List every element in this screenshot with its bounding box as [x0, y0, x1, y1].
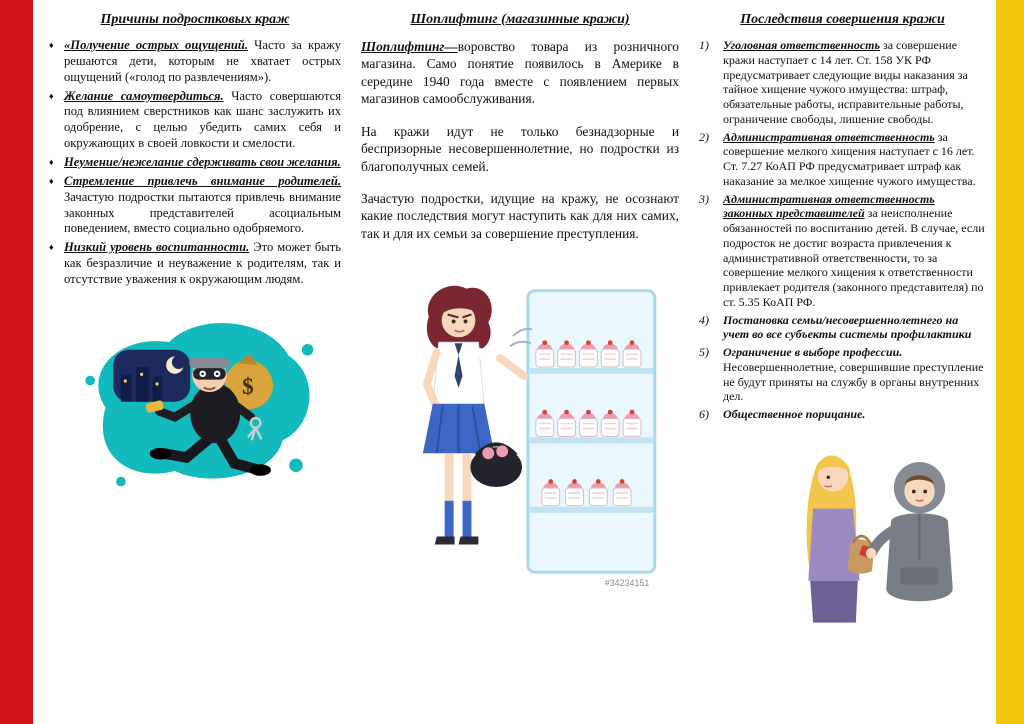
shoplifting-paragraph-2: На кражи идут не только безнадзорные и беспризорные несовершеннолетние, но подростки из благополучных семей. — [361, 123, 679, 174]
consequence-item-3 — [699, 192, 986, 310]
item-number: 1) — [699, 38, 709, 52]
money-sign: $ — [242, 372, 254, 399]
shoplifting-definition — [361, 38, 679, 108]
cause-item-5 — [49, 240, 341, 288]
consequence-item-1 — [699, 38, 986, 127]
cause-lead: «Получение острых ощущений. — [64, 38, 249, 52]
item-number: 2) — [699, 129, 709, 144]
left-red-border — [0, 0, 33, 724]
brochure-page — [33, 0, 996, 724]
burglar-illustration — [65, 294, 325, 496]
cause-text: Часто совершаются под влиянием сверстников как шанс заслужить их одобрение, с целью убедить самих себя и окружающих в своей ловкости и смелости. — [64, 88, 341, 151]
consequence-text: Несовершеннолетние, совершившие преступление не будут приняты на службу в органы внутренних дел. — [723, 359, 984, 404]
consequence-item-5 — [699, 345, 986, 404]
cause-text: Часто за кражу решаются дети, которым не хватает острых ощущений («голод по развлечениям»). — [64, 38, 341, 84]
column-shoplifting — [361, 12, 679, 724]
right-yellow-border — [996, 0, 1024, 724]
consequence-text: за совершение мелкого хищения наступает с 16 лет. Ст. 7.27 КоАП РФ предусматривает штраф как наказание за мелкое хищение чужого имущества. — [723, 129, 976, 188]
consequence-item-4 — [699, 313, 986, 343]
cause-item-2 — [49, 89, 341, 152]
shoplifting-girl-illustration — [371, 257, 669, 594]
pickpocket-illustration — [758, 425, 986, 634]
cause-text: Зачастую подростки пытаются привлечь внимание законных представителей асоциальным поведением, вместо социально одобряемого. — [64, 189, 341, 236]
consequence-lead: Ограничение в выборе профессии. — [723, 345, 903, 359]
causes-title: Причины подростковых краж — [100, 12, 290, 27]
item-number: 6) — [699, 407, 709, 421]
stock-id-watermark: #34234151 — [604, 578, 650, 589]
cause-lead: Стремление привлечь внимание родителей. — [64, 173, 341, 188]
cause-text: Это может быть как безразличие и неуважение к родителям, так и отсутствие уважения к окружающим людям. — [64, 240, 342, 287]
cause-item-3 — [49, 155, 341, 171]
burglar-illustration-wrap — [49, 294, 341, 496]
consequence-lead: Общественное порицание. — [723, 407, 866, 421]
consequence-lead: Административная ответственность — [723, 129, 935, 144]
term-lead: Шоплифтинг— — [361, 39, 458, 54]
cause-item-4 — [49, 174, 341, 237]
cause-lead: Низкий уровень воспитанности. — [64, 240, 250, 255]
consequences-title: Последствия совершения кражи — [740, 12, 945, 27]
column-causes — [49, 12, 341, 724]
definition-text: воровство товара из розничного магазина. Само понятие появилось в Америке в середине 1940 года вместе с появлением первых магазинов самообслуживания. — [361, 39, 679, 107]
consequence-text: за неисполнение обязанностей по воспитанию детей. В случае, если подросток не достиг возраста привлечения к административной ответственности, то за совершение мелкого хищения к ответственности привлекает родителя (законного представителя) по ст. 5.35 КоАП РФ. — [723, 206, 985, 309]
consequence-item-2 — [699, 130, 986, 189]
shoplifting-paragraph-3: Зачастую подростки, идущие на кражу, не осознают какие последствия могут наступить как для них самих, так и для их семьи за совершение преступления. — [361, 190, 679, 241]
consequence-item-6 — [699, 407, 986, 422]
item-number: 3) — [699, 191, 709, 206]
consequence-lead: Уголовная ответственность — [723, 38, 880, 52]
item-number: 4) — [699, 312, 709, 327]
column-consequences — [699, 12, 986, 724]
cause-item-1 — [49, 38, 341, 86]
pickpocket-illustration-wrap — [699, 425, 986, 634]
item-number: 5) — [699, 345, 709, 359]
consequence-lead: Постановка семьи/несовершеннолетнего на учет во все субъекты системы профилактики — [723, 312, 972, 342]
cause-lead: Неумение/нежелание сдерживать свои желания. — [64, 155, 341, 170]
consequence-text: за совершение кражи наступает с 14 лет. Ст. 158 УК РФ предусматривает следующие виды наказания за тайное хищение чужого имущества: штраф, обязательные работы, исправительные работы, ограничение свободы, лишение свободы. — [723, 38, 968, 126]
shoplifting-title: Шоплифтинг (магазинные кражи) — [410, 12, 630, 27]
shoplifting-illustration-wrap — [361, 257, 679, 594]
consequence-lead: Административная ответственность законных представителей — [723, 191, 935, 221]
cause-lead: Желание самоутвердиться. — [64, 88, 224, 103]
